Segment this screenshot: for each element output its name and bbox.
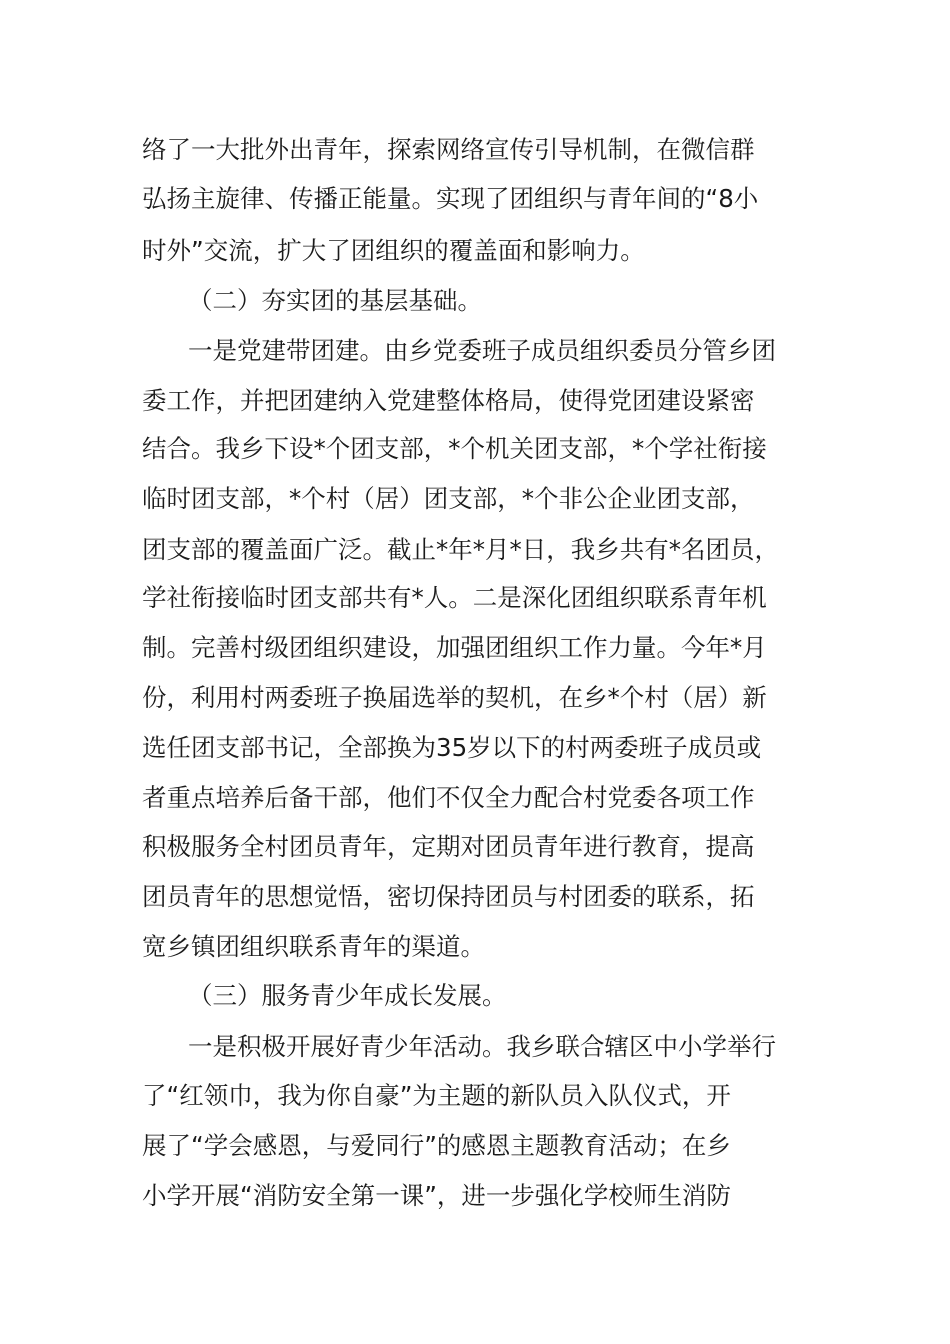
text-line: 络了一大批外出青年，探索网络宣传引导机制，在微信群: [142, 135, 755, 164]
text-line: 宽乡镇团组织联系青年的渠道。: [142, 932, 485, 961]
text-line: 积极服务全村团员青年，定期对团员青年进行教育，提高: [142, 832, 755, 861]
text-line: 团支部的覆盖面广泛。截止*年*月*日，我乡共有*名团员，: [142, 535, 779, 564]
text-line: 制。完善村级团组织建设，加强团组织工作力量。今年*月: [142, 633, 767, 662]
text-line: 一是积极开展好青少年活动。我乡联合辖区中小学举行: [188, 1032, 776, 1061]
text-line: 份，利用村两委班子换届选举的契机，在乡*个村（居）新: [142, 683, 767, 712]
text-line: 结合。我乡下设*个团支部，*个机关团支部，*个学社衔接: [142, 434, 767, 463]
text-line: 一是党建带团建。由乡党委班子成员组织委员分管乡团: [188, 336, 776, 365]
text-line: 时外”交流，扩大了团组织的覆盖面和影响力。: [142, 236, 645, 265]
section-heading: （三）服务青少年成长发展。: [188, 981, 507, 1010]
text-line: 者重点培养后备干部，他们不仅全力配合村党委各项工作: [142, 783, 755, 812]
text-line: 了“红领巾，我为你自豪”为主题的新队员入队仪式，开: [142, 1081, 731, 1110]
text-line: 展了“学会感恩，与爱同行”的感恩主题教育活动；在乡: [142, 1131, 731, 1160]
text-line: 弘扬主旋律、传播正能量。实现了团组织与青年间的“8小: [142, 184, 759, 213]
text-line: 选任团支部书记，全部换为35岁以下的村两委班子成员或: [142, 733, 762, 762]
text-line: 小学开展“消防安全第一课”，进一步强化学校师生消防: [142, 1181, 731, 1210]
text-line: 委工作，并把团建纳入党建整体格局，使得党团建设紧密: [142, 386, 755, 415]
text-line: 学社衔接临时团支部共有*人。二是深化团组织联系青年机: [142, 583, 767, 612]
text-line: 临时团支部，*个村（居）团支部，*个非公企业团支部，: [142, 484, 755, 513]
text-line: 团员青年的思想觉悟，密切保持团员与村团委的联系，拓: [142, 882, 755, 911]
section-heading: （二）夯实团的基层基础。: [188, 286, 482, 315]
